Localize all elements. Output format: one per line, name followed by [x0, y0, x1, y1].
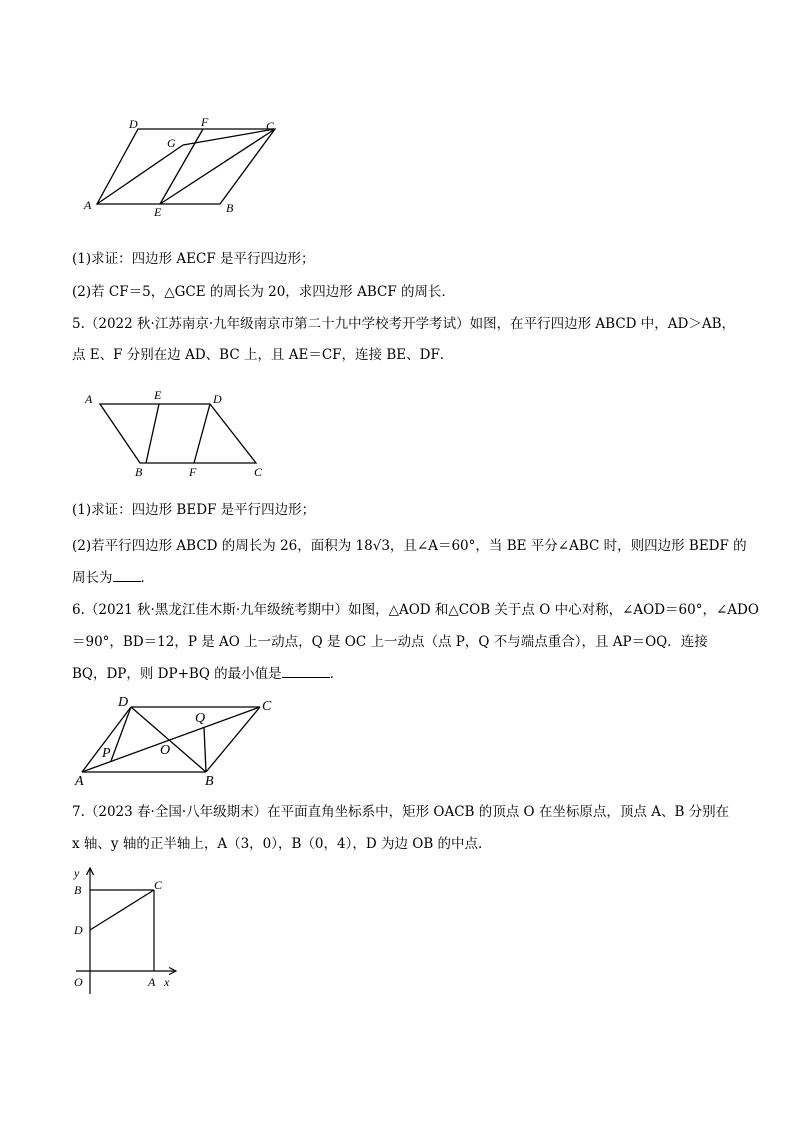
segment-dc	[90, 890, 154, 930]
label-d: D	[118, 695, 129, 710]
label-c: C	[266, 119, 275, 133]
coordinate-rectangle-diagram	[66, 860, 186, 1000]
parallelogram-abcd	[97, 129, 275, 204]
figure-q7	[66, 860, 186, 1000]
label-c: C	[262, 699, 272, 714]
q6-line3-text: BQ，DP，则 DP+BQ 的最小值是	[72, 666, 282, 682]
label-o: O	[160, 743, 171, 758]
q6-line1: 6.（2021 秋·黑龙江佳木斯·九年级统考期中）如图，△AOD 和△COB 关于点 O 中心对称，∠AOD＝60°，∠ADO	[72, 602, 759, 618]
label-g: G	[167, 136, 176, 150]
label-c: C	[254, 465, 263, 479]
label-q: Q	[195, 711, 206, 726]
q5-part1: (1)求证：四边形 BEDF 是平行四边形；	[72, 502, 316, 518]
q7-line1: 7.（2023 春·全国·八年级期末）在平面直角坐标系中，矩形 OACB 的顶点 O 在坐标原点，顶点 A、B 分别在	[72, 804, 730, 820]
label-y: y	[74, 866, 80, 880]
label-b: B	[226, 201, 234, 215]
segment-ec	[160, 129, 275, 204]
q5-line2: 点 E、F 分别在边 AD、BC 上，且 AE＝CF，连接 BE、DF．	[72, 347, 454, 363]
q6-line2: ＝90°，BD＝12，P 是 AO 上一动点，Q 是 OC 上一动点（点 P，Q 不与端点重合），且 AP＝OQ．连接	[72, 634, 708, 650]
label-e: E	[154, 388, 162, 402]
label-o: O	[74, 975, 83, 989]
label-a: A	[148, 975, 156, 989]
label-f: F	[189, 465, 197, 479]
label-b: B	[205, 774, 214, 789]
q5-part2-b-text: 周长为	[72, 570, 113, 586]
label-a: A	[75, 774, 84, 789]
segment-be	[146, 404, 159, 463]
segment-ad	[82, 707, 131, 772]
q6-line3-end: ．	[329, 666, 344, 682]
label-b: B	[135, 465, 143, 479]
answer-blank	[282, 665, 330, 678]
q4-part1: (1)求证：四边形 AECF 是平行四边形；	[72, 251, 315, 267]
label-p: P	[102, 746, 111, 761]
label-d: D	[213, 392, 222, 406]
label-d: D	[74, 923, 83, 937]
label-b: B	[74, 883, 82, 897]
label-c: C	[154, 878, 163, 892]
parallelogram-aecf-diagram	[80, 112, 290, 222]
q5-part2-end: ．	[140, 570, 154, 586]
segment-bq	[204, 727, 206, 772]
figure-q5	[80, 385, 280, 480]
figure-q6	[70, 690, 290, 790]
parallelogram-abcd	[100, 404, 256, 463]
label-a: A	[85, 392, 93, 406]
label-d: D	[129, 117, 138, 131]
label-e: E	[154, 205, 162, 219]
segment-ag	[97, 145, 183, 204]
label-a: A	[84, 198, 92, 212]
segment-dp	[111, 707, 131, 761]
segment-df	[194, 404, 210, 463]
q4-part2: (2)若 CF＝5，△GCE 的周长为 20，求四边形 ABCF 的周长．	[72, 284, 456, 300]
parallelogram-bedf-diagram	[80, 385, 280, 480]
q5-part2-a: (2)若平行四边形 ABCD 的周长为 26，面积为 18√3，且∠A＝60°，当 BE 平分∠ABC 时，则四边形 BEDF 的	[72, 538, 747, 554]
q5-part2-b	[72, 568, 154, 588]
label-x: x	[164, 975, 170, 989]
q5-line1: 5.（2022 秋·江苏南京·九年级南京市第二十九中学校考开学考试）如图，在平行四边形 ABCD 中，AD＞AB，	[72, 316, 736, 332]
figure-q4	[80, 112, 290, 222]
q7-line2: x 轴、y 轴的正半轴上，A（3，0），B（0，4），D 为边 OB 的中点.	[72, 836, 483, 852]
segment-gc	[183, 129, 275, 145]
q6-line3	[72, 664, 343, 684]
answer-blank	[113, 569, 141, 582]
central-symmetry-diagram	[70, 690, 290, 790]
label-f: F	[201, 115, 209, 129]
